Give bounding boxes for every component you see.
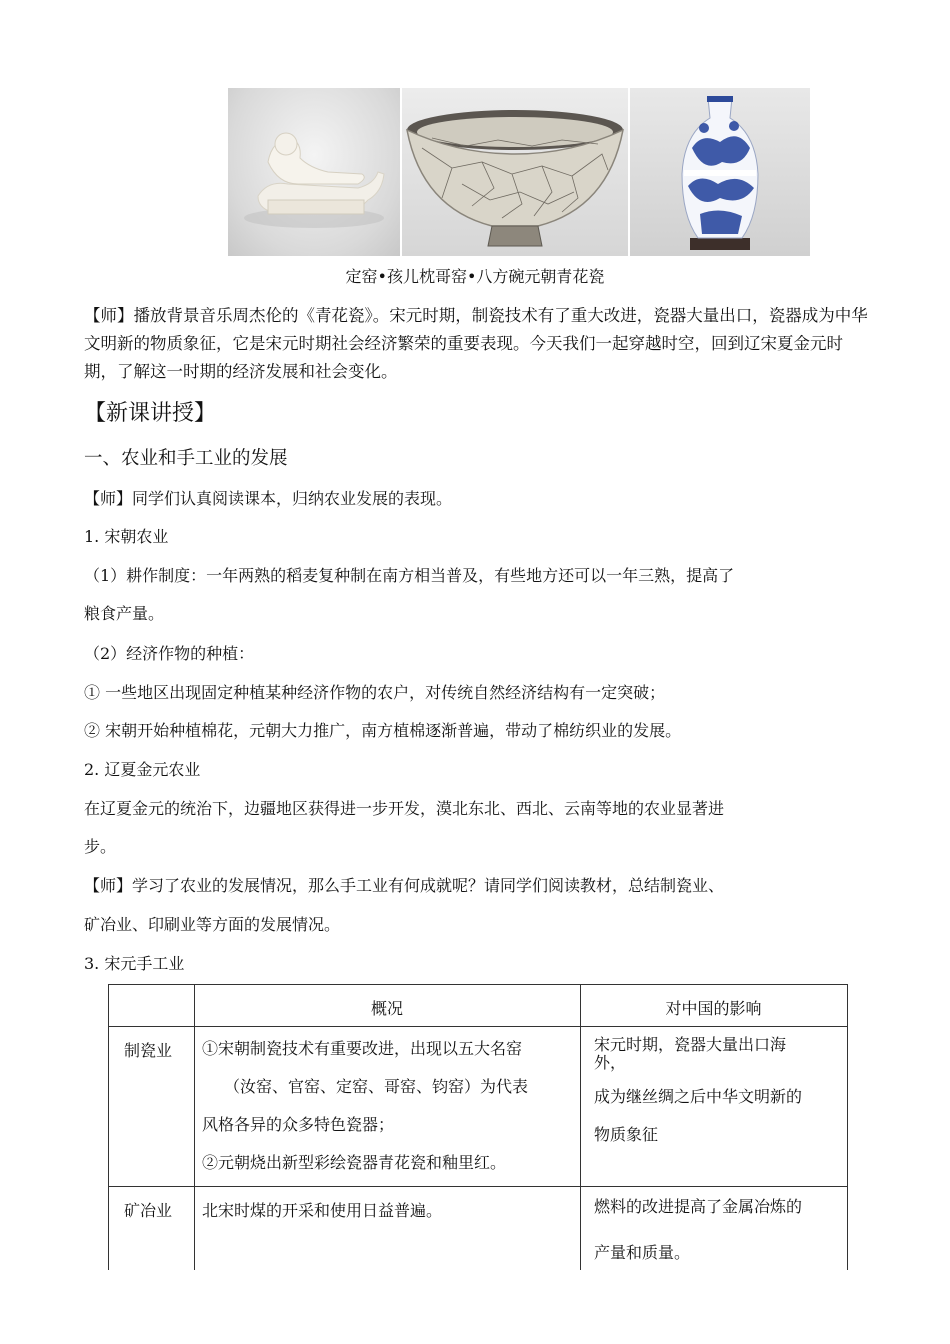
table-row-mining-name: 矿冶业: [124, 1201, 173, 1220]
table-row-porcelain-overview: ①宋朝制瓷技术有重要改进，出现以五大名窑 （汝窑、官窑、定窑、哥窑、钧窑）为代表 风格各异的众多特色瓷器； ②元朝烧出新型彩绘瓷器青花瓷和釉里红。: [202, 1039, 529, 1172]
farming-system-line-1: （1）耕作制度：一年两熟的稻麦复种制在南方相当普及，有些地方还可以一年三熟，提高了: [84, 566, 735, 585]
table-header-impact: 对中国的影响: [665, 999, 762, 1018]
ge-kiln-octagonal-bowl-image: [402, 88, 628, 256]
cash-crop-heading: （2）经济作物的种植：: [84, 644, 255, 663]
cash-crop-item-1: ① 一些地区出现固定种植某种经济作物的农户，对传统自然经济结构有一定突破；: [84, 683, 666, 702]
list-item-handicraft: 3. 宋元手工业: [84, 954, 185, 973]
section-heading: 一、农业和手工业的发展: [84, 448, 288, 469]
new-lesson-heading: 【新课讲授】: [84, 401, 217, 426]
table-row-mining-overview: 北宋时煤的开采和使用日益普遍。: [202, 1201, 443, 1220]
yuan-blue-white-vase-image: [630, 88, 810, 256]
list-item-song-agriculture: 1. 宋朝农业: [84, 527, 169, 546]
ding-kiln-child-pillow-image: [228, 88, 400, 256]
table-row-mining-impact: 燃料的改进提高了金属冶炼的 产量和质量。: [594, 1197, 803, 1262]
teacher-note-2-line-1: 【师】学习了农业的发展情况，那么手工业有何成就呢？请同学们阅读教材，总结制瓷业、: [84, 876, 725, 895]
frontier-line-2: 步。: [84, 837, 117, 856]
table-header-overview: 概况: [370, 999, 403, 1018]
image-caption: 定窑•孩儿枕哥窑•八方碗元朝青花瓷: [345, 267, 605, 286]
cash-crop-item-2: ② 宋朝开始种植棉花，元朝大力推广，南方植棉逐渐普遍，带动了棉纺织业的发展。: [84, 721, 682, 740]
handicraft-table: [108, 984, 848, 1270]
intro-paragraph: 【师】播放背景音乐周杰伦的《青花瓷》。宋元时期，制瓷技术有了重大改进，瓷器大量出口，瓷器成为中华文明新的物质象征，它是宋元时期社会经济繁荣的重要表现。今天我们一起穿越时空，回到辽宋夏金元时期，了解这一时期的经济发展和社会变化。: [84, 306, 868, 381]
frontier-line-1: 在辽夏金元的统治下，边疆地区获得进一步开发，漠北东北、西北、云南等地的农业显著进: [84, 799, 725, 818]
teacher-note-1: 【师】同学们认真阅读课本，归纳农业发展的表现。: [84, 489, 453, 508]
teacher-note-2-line-2: 矿冶业、印刷业等方面的发展情况。: [84, 915, 341, 934]
porcelain-photos: [228, 88, 810, 256]
farming-system-line-2: 粮食产量。: [84, 604, 165, 623]
table-row-porcelain-impact: 宋元时期，瓷器大量出口海 外， 成为继丝绸之后中华文明新的 物质象征: [594, 1035, 803, 1144]
list-item-liao-xia-jin-yuan: 2. 辽夏金元农业: [84, 760, 201, 779]
table-row-porcelain-name: 制瓷业: [124, 1041, 173, 1060]
